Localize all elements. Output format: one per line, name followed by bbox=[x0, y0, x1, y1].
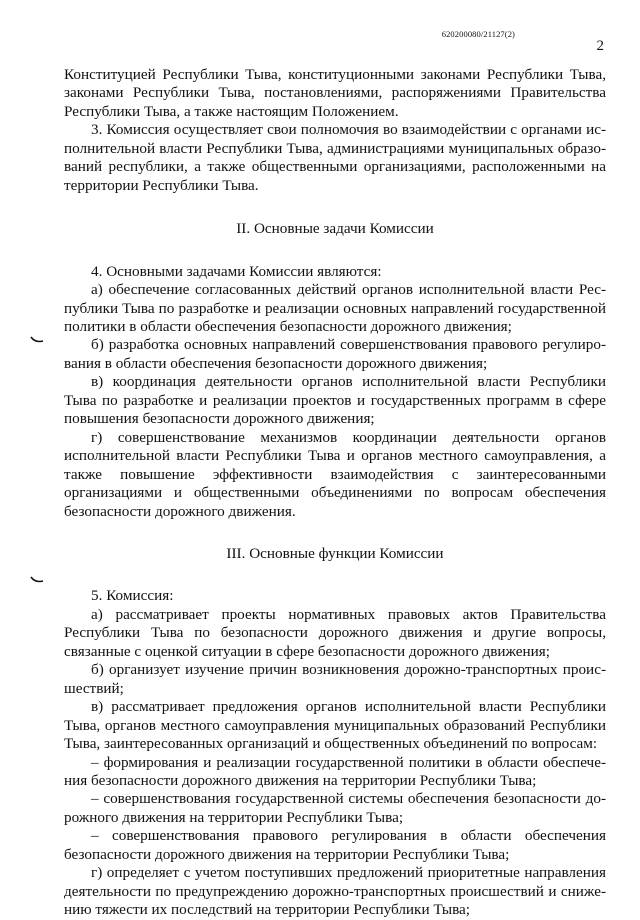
paragraph: в) рассматривает предложения органов исполнительной власти Республики Тыва, органов местного самоуправления муниципальных образований Республики Тыва, заинтересованных организаций и общественных объединений по вопросам: bbox=[64, 698, 606, 753]
page-number: 2 bbox=[596, 38, 604, 54]
section-heading: II. Основные задачи Комиссии bbox=[236, 220, 434, 238]
document-id: 620200080/21127(2) bbox=[441, 29, 515, 39]
paragraph: а) обеспечение согласованных действий органов исполнительной власти Республики Тыва по разработке и реализации основных направлений государственной политики в области обеспечения безопасности дорожного движения; bbox=[64, 281, 606, 335]
paragraph: б) разработка основных направлений совершенствования правового регулирования в области обеспечения безопасности дорожного движения; bbox=[64, 336, 606, 372]
paragraph: 4. Основными задачами Комиссии являются: bbox=[91, 262, 382, 280]
paragraph: б) организует изучение причин возникновения дорожно-транспортных происшествий; bbox=[64, 661, 606, 697]
binding-mark-icon bbox=[30, 576, 44, 584]
paragraph: Конституцией Республики Тыва, конституционными законами Республики Тыва, законами Республики Тыва, постановлениями, распоряжениями Правительства Республики Тыва, а также настоящим Положением. bbox=[64, 66, 606, 120]
list-item: – совершенствования государственной системы обеспечения безопасности дорожного движения на территории Республики Тыва; bbox=[64, 790, 606, 826]
binding-mark-icon bbox=[30, 336, 44, 344]
paragraph: в) координация деятельности органов исполнительной власти Республики Тыва по разработке и реализации проектов и государственных программ в сфере повышения безопасности дорожного движения; bbox=[64, 373, 606, 428]
paragraph: г) совершенствование механизмов координации деятельности органов исполнительной власти Республики Тыва и органов местного самоуправления, а также повышение эффективности взаимодействия с заинтересованными организациями и общественными объединениями по вопросам обеспечения безопасности дорожного движения. bbox=[64, 428, 606, 520]
list-item: – совершенствования правового регулирования в области обеспечения безопасности дорожного движения на территории Республики Тыва; bbox=[64, 827, 606, 863]
section-heading: III. Основные функции Комиссии bbox=[226, 544, 444, 562]
paragraph: 5. Комиссия: bbox=[91, 587, 174, 605]
paragraph: г) определяет с учетом поступивших предложений приоритетные направления деятельности по предупреждению дорожно-транспортных происшествий и снижению тяжести их последствий на территории Республики Тыва; bbox=[64, 864, 606, 919]
list-item: – формирования и реализации государственной политики в области обеспечения безопасности дорожного движения на территории Республики Тыва; bbox=[64, 753, 606, 789]
paragraph: а) рассматривает проекты нормативных правовых актов Правительства Республики Тыва по безопасности дорожного движения и другие вопросы, связанные с оценкой ситуации в сфере безопасности дорожного движения; bbox=[64, 605, 606, 660]
document-body bbox=[64, 66, 606, 920]
paragraph: 3. Комиссия осуществляет свои полномочия во взаимодействии с органами исполнительной власти Республики Тыва, администрациями муниципальных образований республики, а также общественными организациями, расположенными на территории Республики Тыва. bbox=[64, 121, 606, 194]
